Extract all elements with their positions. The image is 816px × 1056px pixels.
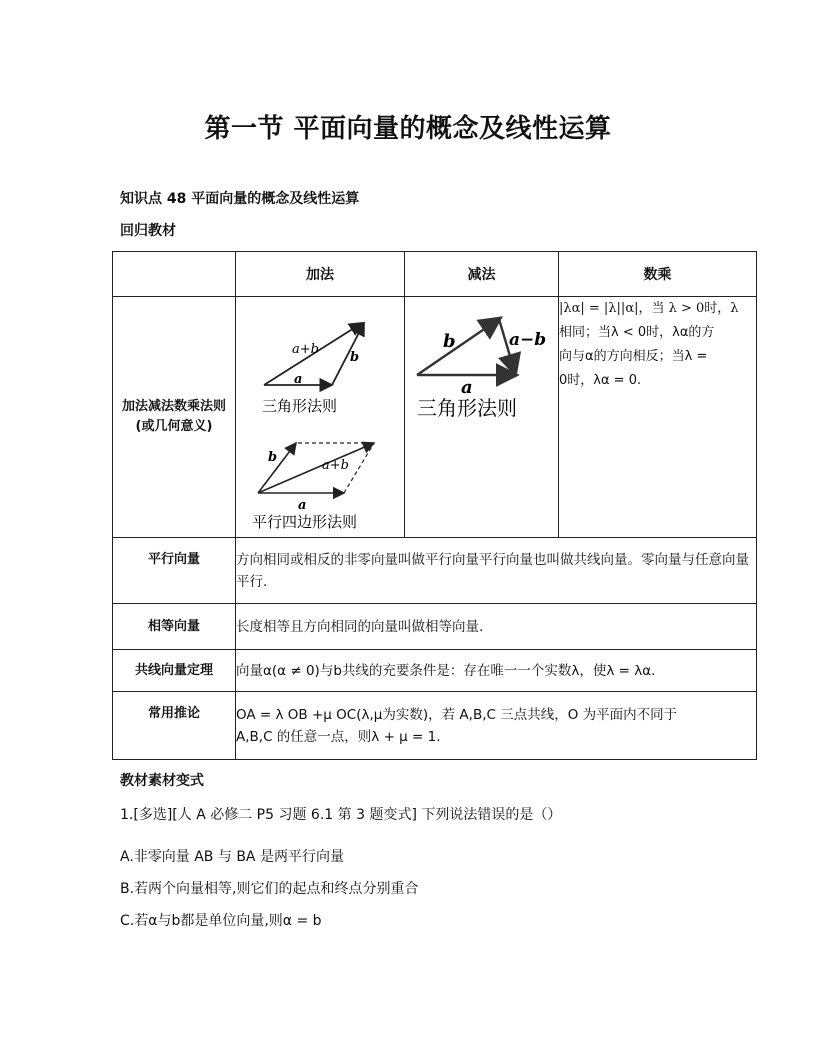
svg-text:a+b: a+b [292,342,319,357]
header-empty [113,252,236,297]
svg-text:b: b [268,450,278,465]
svg-text:a−b: a−b [509,330,547,350]
corollary-text: OA = λ OB +μ OC(λ,μ为实数)，若 A,B,C 三点共线，O 为平面内不同于 A,B,C 的任意一点，则λ + μ = 1. [236,692,757,760]
svg-text:a: a [298,498,307,513]
svg-text:a: a [294,372,303,387]
add-triangle-caption: 三角形法则 [262,397,338,415]
add-parallelogram-figure [236,425,404,533]
equal-text: 长度相等且方向相同的向量叫做相等向量. [236,604,757,650]
svg-text:a: a [461,377,473,398]
parallel-text: 方向相同或相反的非零向量叫做平行向量平行向量也叫做共线向量。零向量与任意向量平行. [236,538,757,604]
variant-heading: 教材素材变式 [120,773,204,789]
header-sub: 减法 [405,252,559,297]
option-b: B.若两个向量相等,则它们的起点和终点分别重合 [120,881,419,897]
sub-figure-cell [405,297,559,538]
equal-label: 相等向量 [113,604,236,650]
page-title: 第一节 平面向量的概念及线性运算 [204,114,612,144]
return-textbook-heading: 回归教材 [120,223,176,239]
collinear-text: 向量α(α ≠ 0)与b共线的充要条件是：存在唯一一个实数λ，使λ = λα. [236,650,757,692]
concept-table [112,251,757,760]
collinear-label: 共线向量定理 [113,650,236,692]
rule-row-label: 加法减法数乘法则(或几何意义) [113,297,236,538]
header-mul: 数乘 [559,252,757,297]
sub-caption: 三角形法则 [417,396,517,417]
sub-triangle-figure [405,297,557,417]
svg-text:a+b: a+b [322,458,349,473]
knowledge-point-heading: 知识点 48 平面向量的概念及线性运算 [120,191,360,207]
parallel-label: 平行向量 [113,538,236,604]
question-1: 1.[多选][人 A 必修二 P5 习题 6.1 第 3 题变式] 下列说法错误的是（） [120,807,562,823]
svg-text:b: b [443,331,456,352]
corollary-label: 常用推论 [113,692,236,760]
add-figures-cell [236,297,405,538]
add-parallelogram-caption: 平行四边形法则 [252,513,358,531]
option-a: A.非零向量 AB 与 BA 是两平行向量 [120,849,344,865]
header-add: 加法 [236,252,405,297]
svg-text:b: b [350,350,360,365]
option-c: C.若α与b都是单位向量,则α = b [120,913,322,929]
add-triangle-figure [236,297,404,421]
mul-rule-cell: |λα| = |λ||α|，当 λ > 0时，λ 相同；当λ < 0时，λα的方 向与α的方向相反；当λ = 0时，λα = 0. [559,297,757,538]
